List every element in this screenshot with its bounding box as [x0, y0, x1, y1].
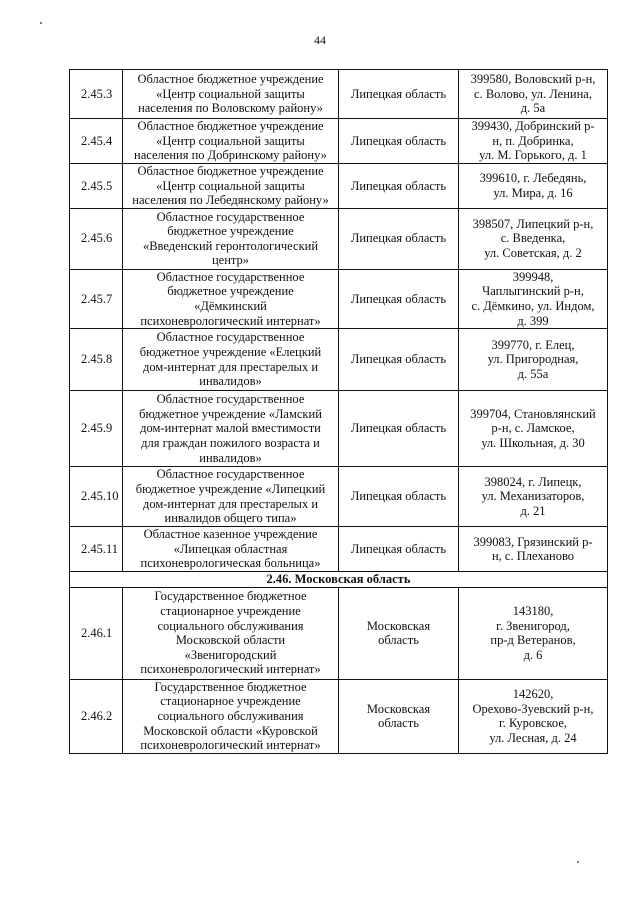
scan-speck [577, 861, 579, 863]
postal-address-cell [459, 527, 608, 572]
table-row [70, 70, 608, 119]
institution-name-cell [123, 391, 339, 467]
region-name-cell [339, 329, 459, 391]
entry-number-cell [70, 587, 123, 679]
institution-name-cell [123, 164, 339, 209]
entry-number: 2.45.5 [81, 178, 113, 193]
institution-name: Областное государственное бюджетное учреждение «Елецкий дом-интернат для престарелых и инвалидов» [139, 330, 322, 389]
institution-name-cell [123, 208, 339, 269]
entry-number-cell [70, 208, 123, 269]
region-name-cell [339, 119, 459, 164]
scan-speck [40, 22, 42, 24]
table-row [70, 467, 608, 527]
region-name-cell [339, 269, 459, 328]
institution-name-cell [123, 587, 339, 679]
region-name-cell [339, 527, 459, 572]
postal-address-cell [459, 269, 608, 328]
postal-address: 143180, г. Звенигород, пр-д Ветеранов, д. 6 [490, 604, 576, 662]
postal-address: 399948, Чаплыгинский р-н, с. Дёмкино, ул. Индом, д. 399 [471, 269, 595, 328]
table-row [70, 269, 608, 328]
postal-address-cell [459, 679, 608, 753]
entry-number: 2.45.10 [81, 489, 119, 504]
entry-number-cell [70, 467, 123, 527]
region-name: Московская область [366, 701, 431, 731]
institution-name-cell [123, 70, 339, 119]
postal-address: 399770, г. Елец, ул. Пригородная, д. 55а [487, 337, 579, 381]
entry-number: 2.46.1 [81, 625, 113, 640]
region-name: Липецкая область [350, 86, 447, 101]
table-row [70, 527, 608, 572]
region-name: Липецкая область [350, 421, 447, 436]
table-row [70, 587, 608, 679]
table-row [70, 679, 608, 753]
institution-name-cell [123, 527, 339, 572]
postal-address: 399083, Грязинский р- н, с. Плеханово [473, 534, 593, 564]
entry-number-cell [70, 70, 123, 119]
registry-table [69, 69, 608, 754]
region-name: Липецкая область [350, 231, 447, 246]
postal-address-cell [459, 467, 608, 527]
entry-number-cell [70, 679, 123, 753]
entry-number: 2.45.3 [81, 86, 113, 101]
institution-name: Областное бюджетное учреждение «Центр социальной защиты населения по Лебедянскому району» [132, 164, 329, 208]
entry-number: 2.45.6 [81, 231, 113, 246]
institution-name: Областное государственное бюджетное учреждение «Ламский дом-интернат малой вместимости для граждан пожилого возраста и инвалидов» [139, 392, 322, 465]
institution-name-cell [123, 679, 339, 753]
institution-name: Областное бюджетное учреждение «Центр социальной защиты населения по Добринскому району» [134, 119, 327, 163]
institution-name-cell [123, 269, 339, 328]
postal-address-cell [459, 208, 608, 269]
region-name: Московская область [366, 618, 431, 648]
postal-address: 399430, Добринский р- н, п. Добринка, ул. М. Горького, д. 1 [471, 119, 595, 163]
region-name-cell [339, 467, 459, 527]
entry-number: 2.45.11 [81, 541, 119, 556]
table-row [70, 208, 608, 269]
institution-name-cell [123, 119, 339, 164]
postal-address: 399580, Воловский р-н, с. Волово, ул. Ленина, д. 5а [470, 72, 596, 116]
postal-address-cell [459, 329, 608, 391]
region-name-cell [339, 391, 459, 467]
entry-number: 2.45.4 [81, 133, 113, 148]
postal-address-cell [459, 164, 608, 209]
region-name: Липецкая область [350, 291, 447, 306]
postal-address: 398024, г. Липецк, ул. Механизаторов, д. 21 [481, 474, 585, 518]
postal-address: 398507, Липецкий р-н, с. Введенка, ул. Советская, д. 2 [472, 216, 594, 261]
postal-address-cell [459, 587, 608, 679]
region-name: Липецкая область [350, 178, 447, 193]
institution-name: Областное казенное учреждение «Липецкая областная психоневрологическая больница» [140, 527, 321, 571]
institution-name: Областное государственное бюджетное учреждение «Дёмкинский психоневрологический интернат» [140, 269, 321, 328]
entry-number-cell [70, 527, 123, 572]
postal-address-cell [459, 391, 608, 467]
page-number: 44 [314, 33, 326, 47]
region-name-cell [339, 208, 459, 269]
entry-number: 2.46.2 [81, 708, 113, 723]
postal-address-cell [459, 119, 608, 164]
region-name: Липецкая область [350, 541, 447, 556]
section-title: 2.46. Московская область [70, 572, 608, 588]
entry-number-cell [70, 269, 123, 328]
institution-name: Государственное бюджетное стационарное учреждение социального обслуживания Московской области «Звенигородский психоневрологический интернат» [140, 589, 321, 677]
table-row [70, 119, 608, 164]
entry-number-cell [70, 329, 123, 391]
entry-number-cell [70, 164, 123, 209]
table-row [70, 329, 608, 391]
postal-address: 399610, г. Лебедянь, ул. Мира, д. 16 [479, 171, 587, 200]
entry-number-cell [70, 391, 123, 467]
institution-name-cell [123, 329, 339, 391]
institution-name: Областное государственное бюджетное учреждение «Липецкий дом-интернат для престарелых и инвалидов общего типа» [135, 467, 326, 526]
entry-number: 2.45.8 [81, 352, 113, 367]
region-name: Липецкая область [350, 352, 447, 367]
entry-number: 2.45.7 [81, 291, 113, 306]
institution-name-cell [123, 467, 339, 527]
region-name: Липецкая область [350, 489, 447, 504]
table-body [70, 70, 608, 754]
region-name-cell [339, 679, 459, 753]
institution-name: Государственное бюджетное стационарное учреждение социального обслуживания Московской области «Куровской психоневрологический интернат» [140, 679, 321, 753]
postal-address-cell [459, 70, 608, 119]
region-name: Липецкая область [350, 133, 447, 148]
section-header-row [70, 572, 608, 588]
table-row [70, 391, 608, 467]
region-name-cell [339, 70, 459, 119]
institution-name: Областное государственное бюджетное учреждение «Введенский геронтологический центр» [142, 209, 319, 268]
postal-address: 399704, Становлянский р-н, с. Ламское, ул. Школьная, д. 30 [470, 406, 596, 450]
entry-number-cell [70, 119, 123, 164]
region-name-cell [339, 587, 459, 679]
region-name-cell [339, 164, 459, 209]
institution-name: Областное бюджетное учреждение «Центр социальной защиты населения по Воловскому району» [137, 72, 324, 116]
entry-number: 2.45.9 [81, 421, 113, 436]
postal-address: 142620, Орехово-Зуевский р-н, г. Куровское, ул. Лесная, д. 24 [472, 687, 594, 745]
table-row [70, 164, 608, 209]
